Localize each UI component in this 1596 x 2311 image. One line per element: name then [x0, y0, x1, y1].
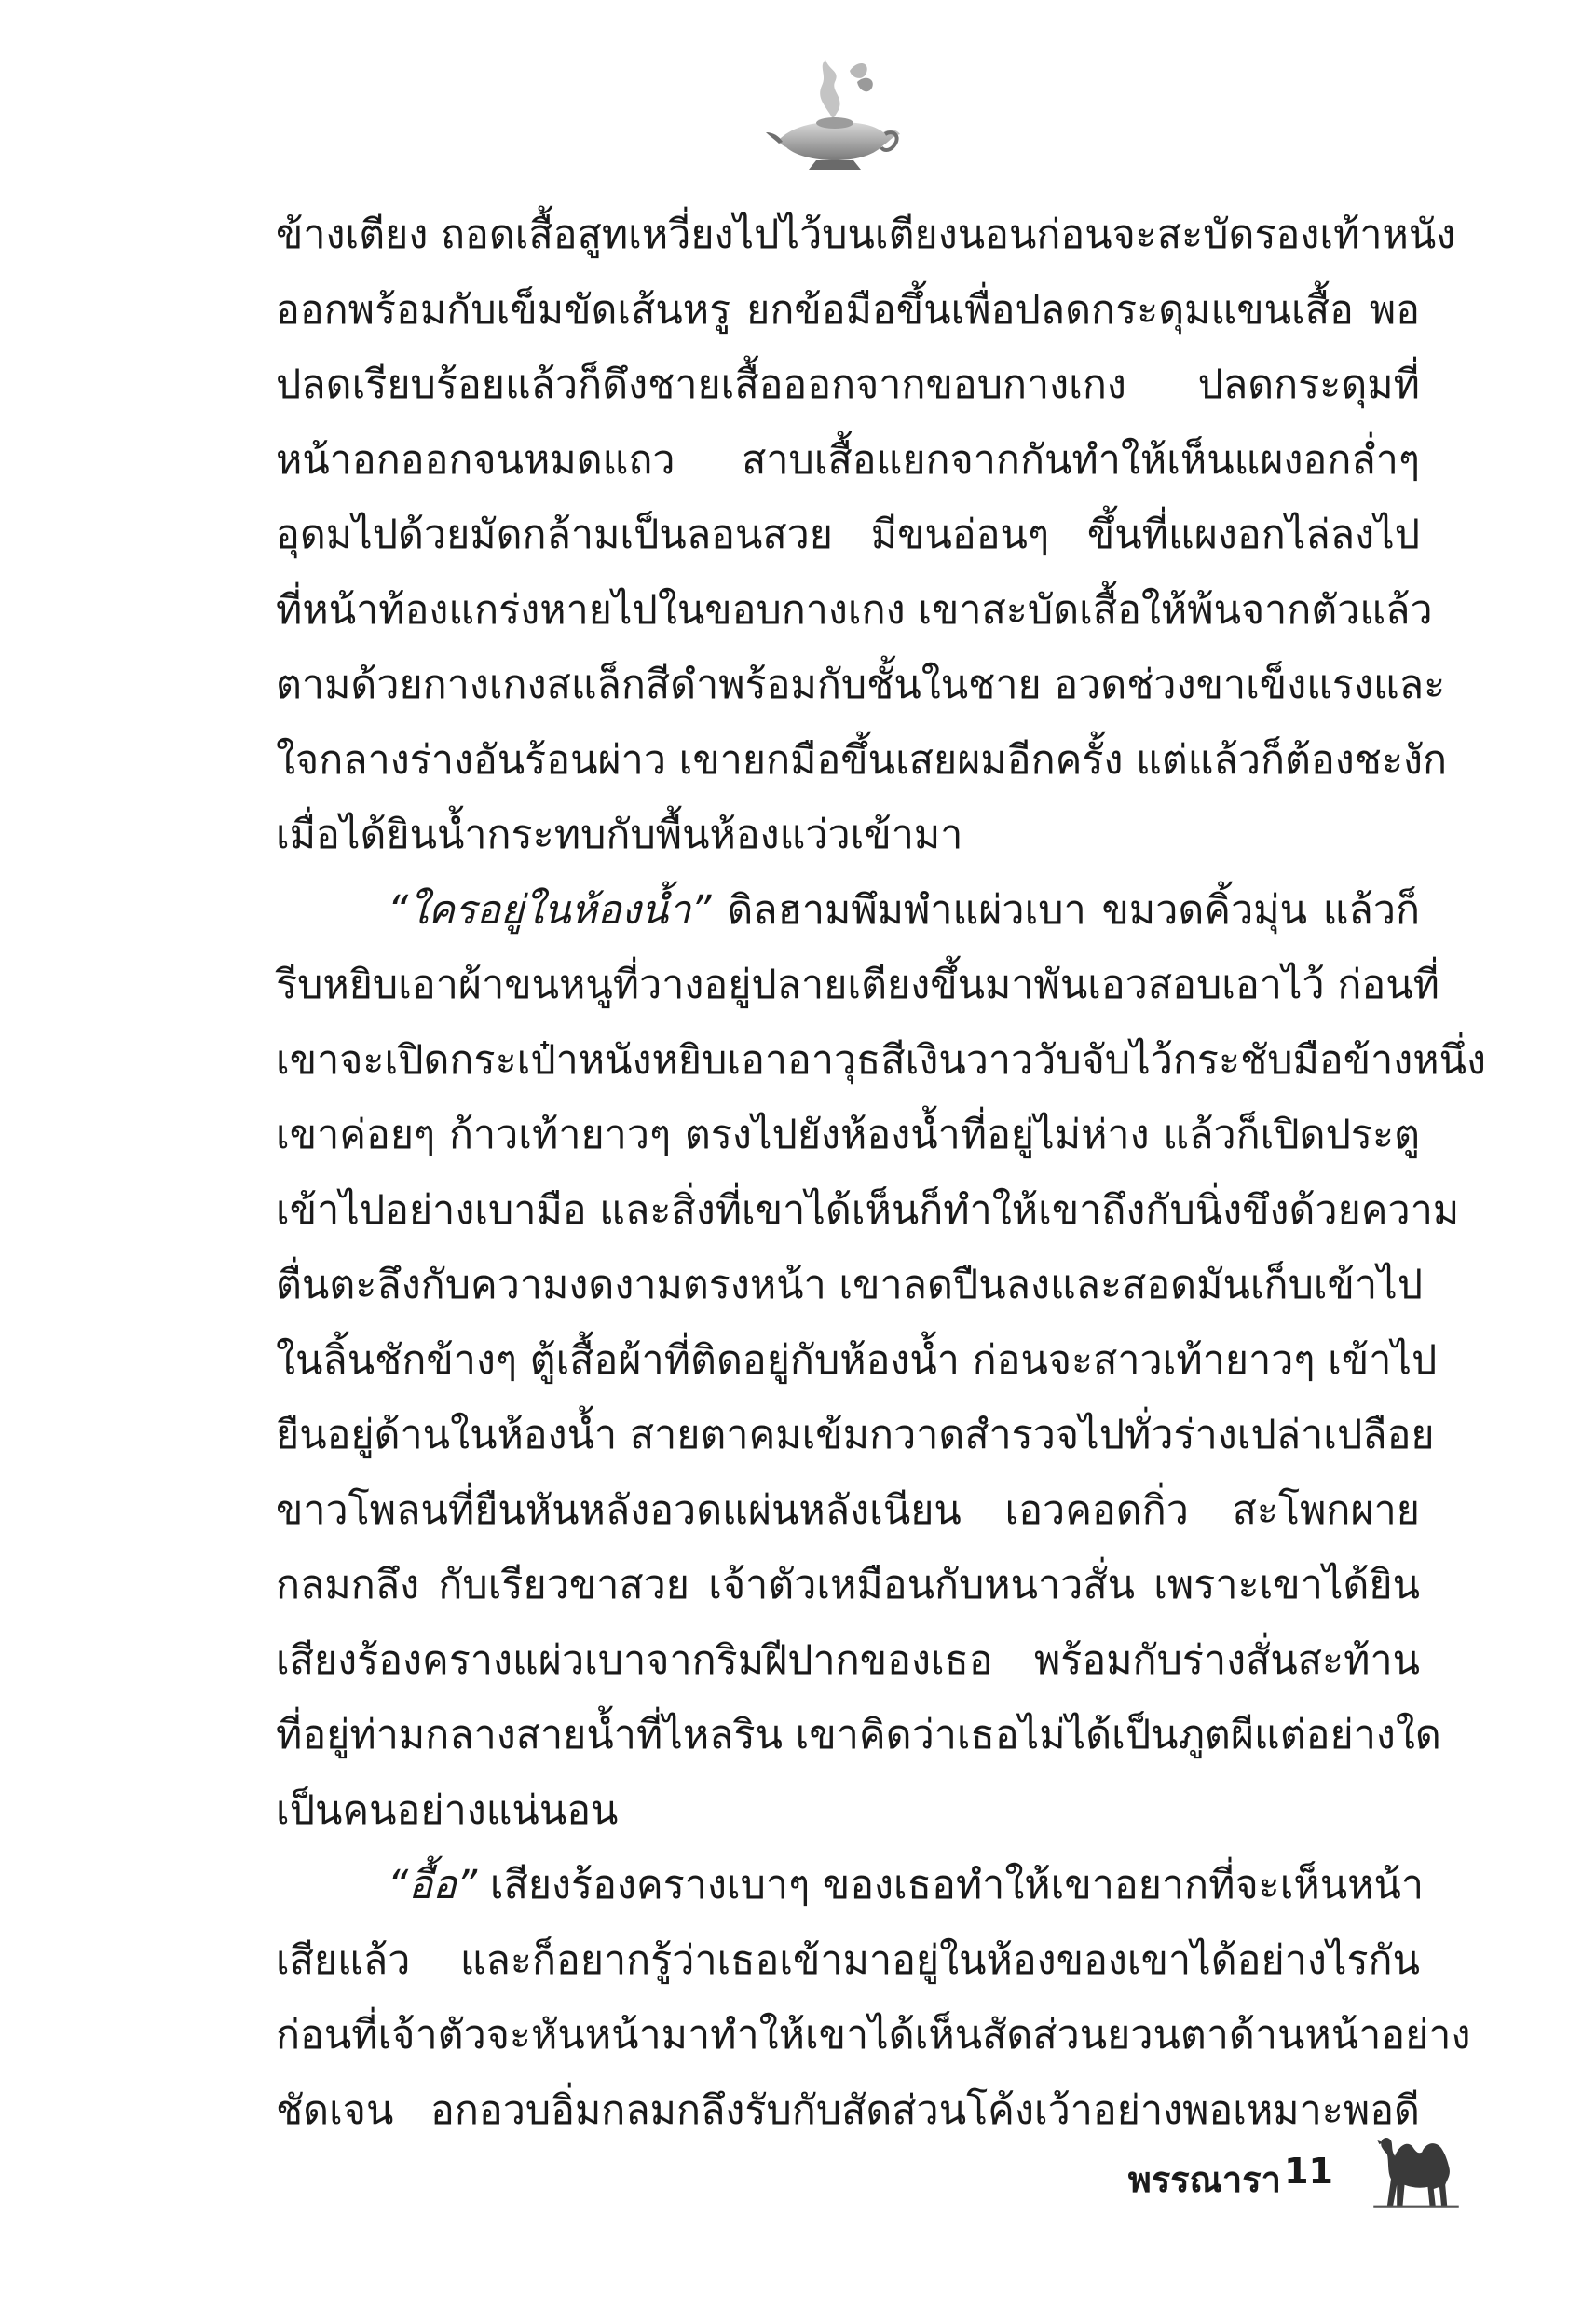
dialogue-quote: “ใครอยู่ในห้องน้ำ”	[388, 886, 712, 934]
dialogue-quote: “อื้อ”	[388, 1862, 478, 1908]
text-line: ที่อยู่ท่ามกลางสายน้ำที่ไหลริน เขาคิดว่าเธอไม่ได้เป็นภูตผีแต่อย่างใด	[276, 1712, 1441, 1758]
text-line: หน้าอกออกจนหมดแถว สาบเสื้อแยกจากกันทำให้เห็นแผงอกล่ำๆ	[276, 436, 1420, 484]
page-footer	[0, 2151, 1596, 2244]
text-line: รีบหยิบเอาผ้าขนหนูที่วางอยู่ปลายเตียงขึ้นมาพันเอวสอบเอาไว้ ก่อนที่	[276, 962, 1439, 1008]
genie-lamp-icon	[760, 54, 909, 175]
camel-icon	[1368, 2117, 1465, 2214]
text-line: กลมกลึง กับเรียวขาสวย เจ้าตัวเหมือนกับหนาวสั่น เพราะเขาได้ยิน	[276, 1562, 1420, 1608]
text-line: ใจกลางร่างอันร้อนผ่าว เขายกมือขึ้นเสยผมอีกครั้ง แต่แล้วก็ต้องชะงัก	[276, 736, 1448, 784]
text-line: ขาวโพลนที่ยืนหันหลังอวดแผ่นหลังเนียน เอวคอดกิ่ว สะโพกผาย	[276, 1486, 1420, 1534]
text-line: เข้าไปอย่างเบามือ และสิ่งที่เขาได้เห็นก็ทำให้เขาถึงกับนิ่งขึงด้วยความ	[276, 1186, 1460, 1234]
text-line: ออกพร้อมกับเข็มขัดเส้นหรู ยกข้อมือขึ้นเพื่อปลดกระดุมแขนเสื้อ พอ	[276, 286, 1420, 334]
text-line: เสียงร้องครางแผ่วเบาจากริมฝีปากของเธอ พร้อมกับร่างสั่นสะท้าน	[276, 1636, 1420, 1684]
text-line: ที่หน้าท้องแกร่งหายไปในขอบกางเกง เขาสะบัดเสื้อให้พ้นจากตัวแล้ว	[276, 586, 1433, 634]
text-line: ปลดเรียบร้อยแล้วก็ดึงชายเสื้อออกจากขอบกางเกง ปลดกระดุมที่	[276, 362, 1420, 408]
text-line: เสียแล้ว และก็อยากรู้ว่าเธอเข้ามาอยู่ในห้องของเขาได้อย่างไรกัน	[276, 1936, 1420, 1984]
text-line: ชัดเจน อกอวบอิ่มกลมกลึงรับกับสัดส่วนโค้งเว้าอย่างพอเหมาะพอดี	[276, 2086, 1420, 2134]
text-line: ก่อนที่เจ้าตัวจะหันหน้ามาทำให้เขาได้เห็นสัดส่วนยวนตาด้านหน้าอย่าง	[276, 2012, 1471, 2058]
text-line: ยืนอยู่ด้านในห้องน้ำ สายตาคมเข้มกวาดสำรวจไปทั่วร่างเปล่าเปลือย	[276, 1412, 1435, 1458]
text-line	[276, 873, 1420, 949]
text-line: ตามด้วยกางเกงสแล็กสีดำพร้อมกับชั้นในชาย อวดช่วงขาเข็งแรงและ	[276, 662, 1446, 708]
body-text	[276, 198, 1487, 2148]
text-line: เป็นคนอย่างแน่นอน	[276, 1786, 619, 1834]
text-line-rest: เสียงร้องครางเบาๆ ของเธอทำให้เขาอยากที่จะเห็นหน้า	[477, 1862, 1425, 1908]
text-line: ข้างเตียง ถอดเสื้อสูทเหวี่ยงไปไว้บนเตียงนอนก่อนจะสะบัดรองเท้าหนัง	[276, 212, 1456, 258]
text-line: ในลิ้นชักข้างๆ ตู้เสื้อผ้าที่ติดอยู่กับห้องน้ำ ก่อนจะสาวเท้ายาวๆ เข้าไป	[276, 1336, 1438, 1384]
text-line-rest: ดิลฮามพึมพำแผ่วเบา ขมวดคิ้วมุ่น แล้วก็	[711, 886, 1420, 934]
text-line: ตื่นตะลึงกับความงดงามตรงหน้า เขาลดปืนลงและสอดมันเก็บเข้าไป	[276, 1262, 1424, 1308]
text-line	[276, 1848, 1425, 1923]
text-line: เขาค่อยๆ ก้าวเท้ายาวๆ ตรงไปยังห้องน้ำที่อยู่ไม่ห่าง แล้วก็เปิดประตู	[276, 1112, 1420, 1158]
text-line: เขาจะเปิดกระเป๋าหนังหยิบเอาอาวุธสีเงินวาววับจับไว้กระชับมือข้างหนึ่ง	[276, 1036, 1487, 1084]
text-line: อุดมไปด้วยมัดกล้ามเป็นลอนสวย มีขนอ่อนๆ ขึ้นที่แผงอกไล่ลงไป	[276, 512, 1420, 558]
text-line: เมื่อได้ยินน้ำกระทบกับพื้นห้องแว่วเข้ามา	[276, 812, 963, 858]
book-title: พรรณารา	[1127, 2159, 1281, 2200]
page-number: 11	[1284, 2151, 1333, 2192]
